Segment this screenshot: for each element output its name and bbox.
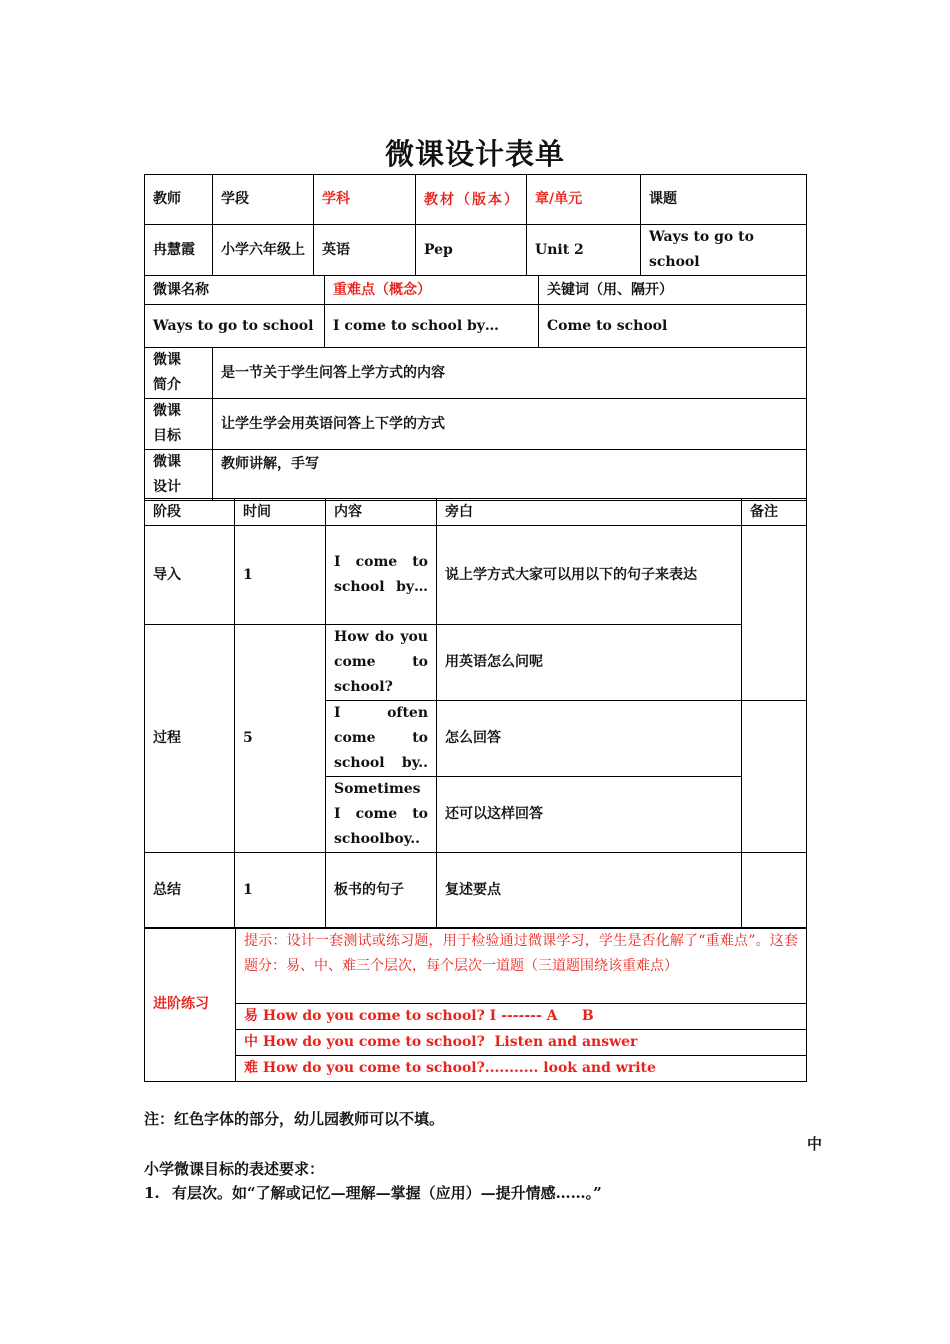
value-stage: 小学六年级上 xyxy=(213,225,314,276)
value-textbook: Pep xyxy=(416,225,527,276)
label-key-points: 重难点（概念） xyxy=(325,276,539,305)
label-subject: 学科 xyxy=(314,175,416,225)
value-course-name: Ways to go to school xyxy=(145,305,325,348)
process-content-2: I often come to school by.. xyxy=(326,701,437,777)
value-intro: 是一节关于学生问答上学方式的内容 xyxy=(213,348,807,399)
value-topic: Ways to go to school xyxy=(641,225,807,276)
item-text: 有层次。如“了解或记忆—理解—掌握（应用）—提升情感……。” xyxy=(172,1184,602,1202)
label-textbook: 教材（版本） xyxy=(416,175,527,225)
col-stage: 阶段 xyxy=(145,499,235,526)
value-design: 教师讲解，手写 xyxy=(213,450,807,501)
label-advanced: 进阶练习 xyxy=(145,928,236,1082)
stage-intro-content: I come to school by… xyxy=(326,526,437,625)
stage-intro-narration: 说上学方式大家可以用以下的句子来表达 xyxy=(437,526,742,625)
label-keywords: 关键词（用、隔开） xyxy=(539,276,807,305)
process-narration-2: 怎么回答 xyxy=(437,701,742,777)
label-teacher: 教师 xyxy=(145,175,213,225)
stage-intro-time: 1 xyxy=(235,526,326,625)
value-teacher: 冉慧霞 xyxy=(145,225,213,276)
stage-process-time: 5 xyxy=(235,625,326,853)
stage-summary-narration: 复述要点 xyxy=(437,853,742,929)
label-goal: 微课目标 xyxy=(145,399,213,450)
value-subject: 英语 xyxy=(314,225,416,276)
stage-summary-name: 总结 xyxy=(145,853,235,929)
value-unit: Unit 2 xyxy=(527,225,641,276)
label-design: 微课设计 xyxy=(145,450,213,501)
course-table xyxy=(144,275,807,348)
right-char: 中 xyxy=(807,1135,823,1153)
advanced-medium: 中 How do you come to school? Listen and answer xyxy=(236,1030,807,1056)
stage-intro-name: 导入 xyxy=(145,526,235,625)
stages-table xyxy=(144,498,807,929)
remarks-cell-2 xyxy=(742,701,807,853)
page-title: 微课设计表单 xyxy=(384,137,565,171)
stage-process-name: 过程 xyxy=(145,625,235,853)
stage-summary-time: 1 xyxy=(235,853,326,929)
remarks-cell-3 xyxy=(742,853,807,929)
label-topic: 课题 xyxy=(641,175,807,225)
advanced-hard: 难 How do you come to school?........... look and write xyxy=(236,1056,807,1082)
advanced-hint: 提示：设计一套测试或练习题，用于检验通过微课学习，学生是否化解了“重难点”。这套题分：易、中、难三个层次，每个层次一道题（三道题围绕该重难点） xyxy=(236,928,807,1004)
item-number: 1. xyxy=(144,1184,160,1202)
remarks-cell-1 xyxy=(742,526,807,701)
info-table xyxy=(144,174,807,276)
value-goal: 让学生学会用英语问答上下学的方式 xyxy=(213,399,807,450)
requirements-title: 小学微课目标的表述要求： xyxy=(144,1160,325,1178)
red-font-note: 注：红色字体的部分，幼儿园教师可以不填。 xyxy=(144,1110,445,1128)
advanced-easy: 易 How do you come to school? I ------- A B xyxy=(236,1004,807,1030)
requirement-item-1 xyxy=(144,1182,602,1203)
label-course-name: 微课名称 xyxy=(145,276,325,305)
stage-summary-content: 板书的句子 xyxy=(326,853,437,929)
label-stage: 学段 xyxy=(213,175,314,225)
process-narration-3: 还可以这样回答 xyxy=(437,777,742,853)
col-remarks: 备注 xyxy=(742,499,807,526)
col-content: 内容 xyxy=(326,499,437,526)
description-table xyxy=(144,347,807,501)
col-time: 时间 xyxy=(235,499,326,526)
advanced-table xyxy=(144,927,807,1082)
col-narration: 旁白 xyxy=(437,499,742,526)
label-unit: 章/单元 xyxy=(527,175,641,225)
process-narration-1: 用英语怎么问呢 xyxy=(437,625,742,701)
value-key-points: I come to school by… xyxy=(325,305,539,348)
process-content-1: How do you come to school? xyxy=(326,625,437,701)
process-content-3: Sometimes I come to schoolboy.. xyxy=(326,777,437,853)
label-intro: 微课简介 xyxy=(145,348,213,399)
value-keywords: Come to school xyxy=(539,305,807,348)
